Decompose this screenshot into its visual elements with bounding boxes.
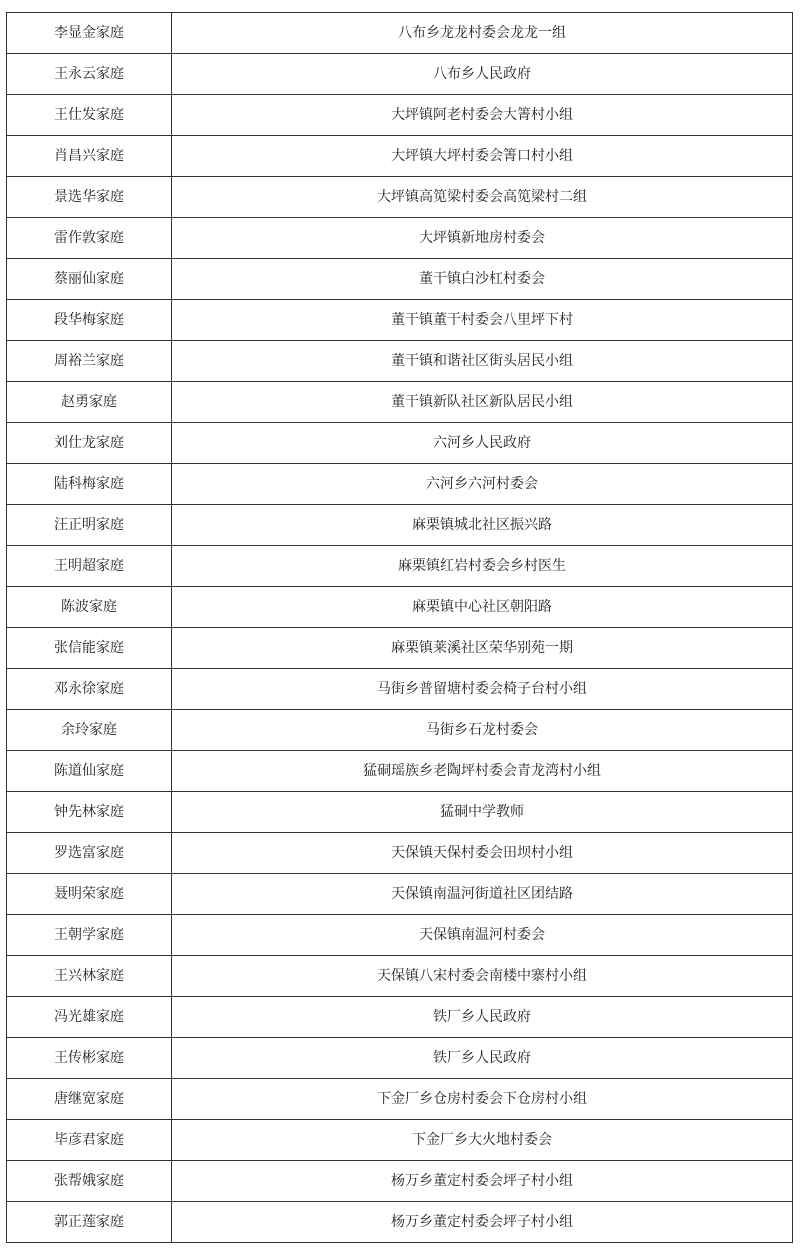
family-name-cell: 雷作敦家庭: [7, 218, 172, 259]
table-row: [7, 546, 793, 587]
address-cell: 大坪镇大坪村委会箐口村小组: [172, 136, 793, 177]
family-name-cell: 王兴林家庭: [7, 956, 172, 997]
family-name-cell: 周裕兰家庭: [7, 341, 172, 382]
address-cell: 董干镇白沙杠村委会: [172, 259, 793, 300]
address-cell: 猛硐瑶族乡老陶坪村委会青龙湾村小组: [172, 751, 793, 792]
family-name-cell: 景选华家庭: [7, 177, 172, 218]
family-name-cell: 蔡丽仙家庭: [7, 259, 172, 300]
family-name-cell: 王仕发家庭: [7, 95, 172, 136]
address-cell: 董干镇董干村委会八里坪下村: [172, 300, 793, 341]
address-cell: 麻栗镇中心社区朝阳路: [172, 587, 793, 628]
address-cell: 天保镇八宋村委会南楼中寨村小组: [172, 956, 793, 997]
family-name-cell: 钟先林家庭: [7, 792, 172, 833]
table-row: [7, 628, 793, 669]
address-cell: 天保镇天保村委会田坝村小组: [172, 833, 793, 874]
address-cell: 董干镇新队社区新队居民小组: [172, 382, 793, 423]
address-cell: 铁厂乡人民政府: [172, 1038, 793, 1079]
table-row: [7, 1120, 793, 1161]
family-list-table: [6, 12, 793, 1243]
table-row: [7, 341, 793, 382]
table-row: [7, 1079, 793, 1120]
address-cell: 六河乡六河村委会: [172, 464, 793, 505]
family-list-table-container: [6, 12, 792, 1243]
table-row: [7, 300, 793, 341]
family-name-cell: 汪正明家庭: [7, 505, 172, 546]
address-cell: 大坪镇阿老村委会大箐村小组: [172, 95, 793, 136]
address-cell: 八布乡人民政府: [172, 54, 793, 95]
family-name-cell: 邓永徐家庭: [7, 669, 172, 710]
family-name-cell: 王永云家庭: [7, 54, 172, 95]
family-name-cell: 陈波家庭: [7, 587, 172, 628]
address-cell: 六河乡人民政府: [172, 423, 793, 464]
table-row: [7, 95, 793, 136]
address-cell: 铁厂乡人民政府: [172, 997, 793, 1038]
family-name-cell: 唐继宽家庭: [7, 1079, 172, 1120]
table-row: [7, 54, 793, 95]
address-cell: 大坪镇高笕梁村委会高笕梁村二组: [172, 177, 793, 218]
family-name-cell: 张信能家庭: [7, 628, 172, 669]
address-cell: 下金厂乡大火地村委会: [172, 1120, 793, 1161]
family-name-cell: 段华梅家庭: [7, 300, 172, 341]
table-row: [7, 915, 793, 956]
address-cell: 董干镇和谐社区街头居民小组: [172, 341, 793, 382]
family-name-cell: 赵勇家庭: [7, 382, 172, 423]
table-row: [7, 505, 793, 546]
table-row: [7, 833, 793, 874]
table-row: [7, 136, 793, 177]
table-row: [7, 1202, 793, 1243]
table-row: [7, 751, 793, 792]
address-cell: 麻栗镇红岩村委会乡村医生: [172, 546, 793, 587]
family-name-cell: 陈道仙家庭: [7, 751, 172, 792]
table-row: [7, 956, 793, 997]
address-cell: 八布乡龙龙村委会龙龙一组: [172, 13, 793, 54]
family-name-cell: 毕彦君家庭: [7, 1120, 172, 1161]
address-cell: 麻栗镇城北社区振兴路: [172, 505, 793, 546]
address-cell: 马街乡石龙村委会: [172, 710, 793, 751]
table-row: [7, 259, 793, 300]
family-name-cell: 王朝学家庭: [7, 915, 172, 956]
family-name-cell: 郭正莲家庭: [7, 1202, 172, 1243]
table-row: [7, 874, 793, 915]
family-name-cell: 张帮娥家庭: [7, 1161, 172, 1202]
table-row: [7, 669, 793, 710]
address-cell: 天保镇南温河街道社区团结路: [172, 874, 793, 915]
family-name-cell: 陆科梅家庭: [7, 464, 172, 505]
family-name-cell: 聂明荣家庭: [7, 874, 172, 915]
family-name-cell: 李显金家庭: [7, 13, 172, 54]
table-row: [7, 1161, 793, 1202]
table-row: [7, 218, 793, 259]
table-row: [7, 423, 793, 464]
table-row: [7, 710, 793, 751]
family-name-cell: 刘仕龙家庭: [7, 423, 172, 464]
address-cell: 大坪镇新地房村委会: [172, 218, 793, 259]
family-name-cell: 冯光雄家庭: [7, 997, 172, 1038]
address-cell: 马街乡普留塘村委会椅子台村小组: [172, 669, 793, 710]
table-row: [7, 177, 793, 218]
table-row: [7, 997, 793, 1038]
address-cell: 杨万乡董定村委会坪子村小组: [172, 1161, 793, 1202]
family-name-cell: 余玲家庭: [7, 710, 172, 751]
address-cell: 天保镇南温河村委会: [172, 915, 793, 956]
address-cell: 下金厂乡仓房村委会下仓房村小组: [172, 1079, 793, 1120]
address-cell: 杨万乡董定村委会坪子村小组: [172, 1202, 793, 1243]
family-name-cell: 王传彬家庭: [7, 1038, 172, 1079]
table-row: [7, 792, 793, 833]
family-name-cell: 王明超家庭: [7, 546, 172, 587]
table-row: [7, 464, 793, 505]
table-row: [7, 382, 793, 423]
address-cell: 麻栗镇莱溪社区荣华别苑一期: [172, 628, 793, 669]
address-cell: 猛硐中学教师: [172, 792, 793, 833]
table-row: [7, 1038, 793, 1079]
family-name-cell: 肖昌兴家庭: [7, 136, 172, 177]
table-row: [7, 587, 793, 628]
family-name-cell: 罗选富家庭: [7, 833, 172, 874]
table-row: [7, 13, 793, 54]
